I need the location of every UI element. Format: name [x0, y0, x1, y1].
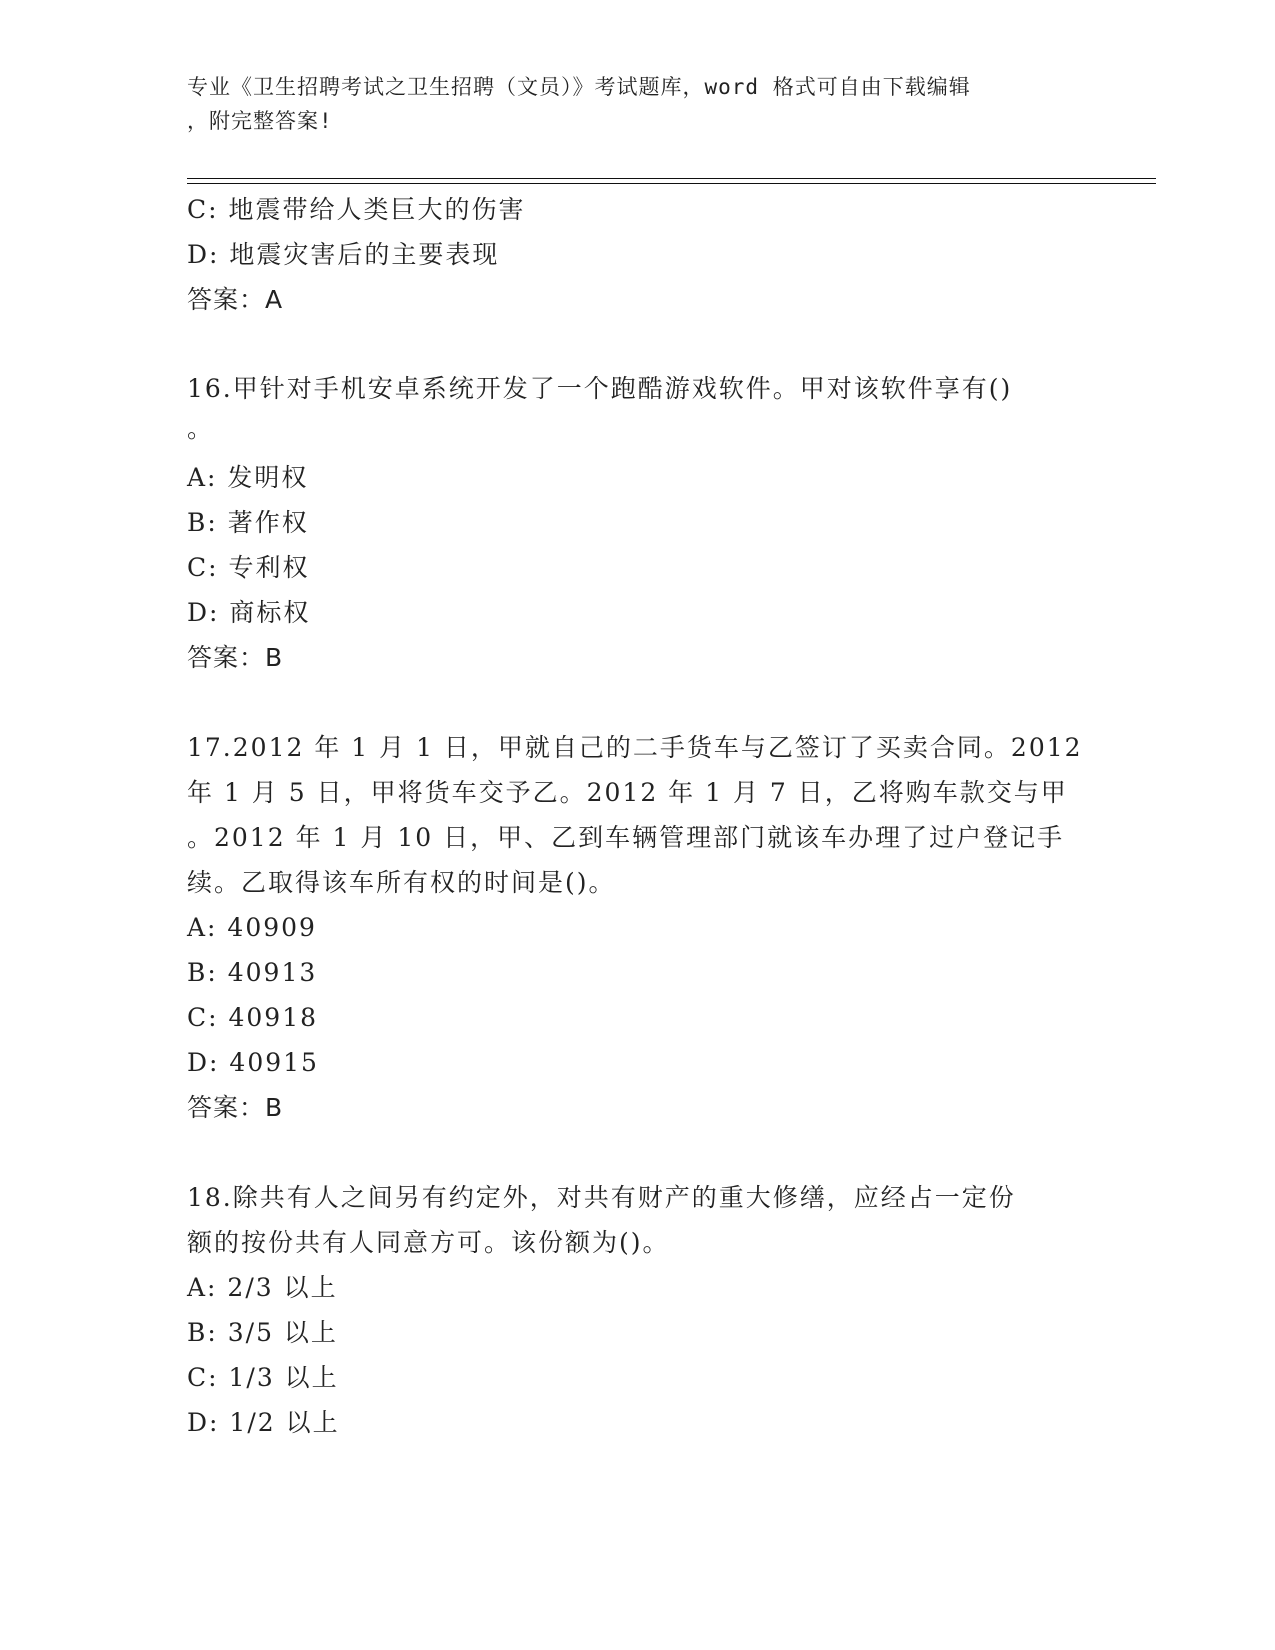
q18-option-c: C: 1/3 以上 — [187, 1363, 339, 1392]
q17-option-c: C: 40918 — [187, 1003, 319, 1032]
q16-option-d: D: 商标权 — [187, 598, 311, 627]
q17-stem-line-4: 续。乙取得该车所有权的时间是()。 — [187, 868, 616, 897]
q18-option-a: A: 2/3 以上 — [187, 1273, 338, 1302]
document-header — [187, 70, 1087, 138]
q17-option-b: B: 40913 — [187, 958, 318, 987]
q17-stem-line-3: 。2012 年 1 月 10 日，甲、乙到车辆管理部门就该车办理了过户登记手 — [187, 823, 1065, 852]
q15-answer: 答案：A — [187, 285, 284, 314]
q18-stem-line-1: 18.除共有人之间另有约定外，对共有财产的重大修缮，应经占一定份 — [187, 1183, 1016, 1212]
q16-option-b: B: 著作权 — [187, 508, 309, 537]
q16-option-a: A: 发明权 — [187, 463, 309, 492]
q17-option-a: A: 40909 — [187, 913, 317, 942]
q17-stem-line-1: 17.2012 年 1 月 1 日，甲就自己的二手货车与乙签订了买卖合同。2012 — [187, 733, 1083, 762]
q16-stem-line-2: 。 — [187, 414, 215, 443]
q18-stem-line-2: 额的按份共有人同意方可。该份额为()。 — [187, 1228, 670, 1257]
q15-option-d: D: 地震灾害后的主要表现 — [187, 240, 500, 269]
q17-answer: 答案：B — [187, 1093, 284, 1122]
q16-stem-line-1: 16.甲针对手机安卓系统开发了一个跑酷游戏软件。甲对该软件享有() — [187, 374, 1013, 403]
header-line-1: 专业《卫生招聘考试之卫生招聘（文员）》考试题库，word 格式可自由下载编辑 — [187, 75, 971, 99]
q18-option-b: B: 3/5 以上 — [187, 1318, 338, 1347]
q16-option-c: C: 专利权 — [187, 553, 310, 582]
q17-option-d: D: 40915 — [187, 1048, 319, 1077]
header-divider-top — [187, 178, 1156, 179]
q17-stem-line-2: 年 1 月 5 日，甲将货车交予乙。2012 年 1 月 7 日，乙将购车款交与甲 — [187, 778, 1068, 807]
q15-option-c: C: 地震带给人类巨大的伤害 — [187, 195, 526, 224]
q18-option-d: D: 1/2 以上 — [187, 1408, 340, 1437]
header-line-2: ，附完整答案! — [187, 109, 333, 133]
q16-answer: 答案：B — [187, 643, 284, 672]
header-divider-bottom — [187, 183, 1156, 184]
